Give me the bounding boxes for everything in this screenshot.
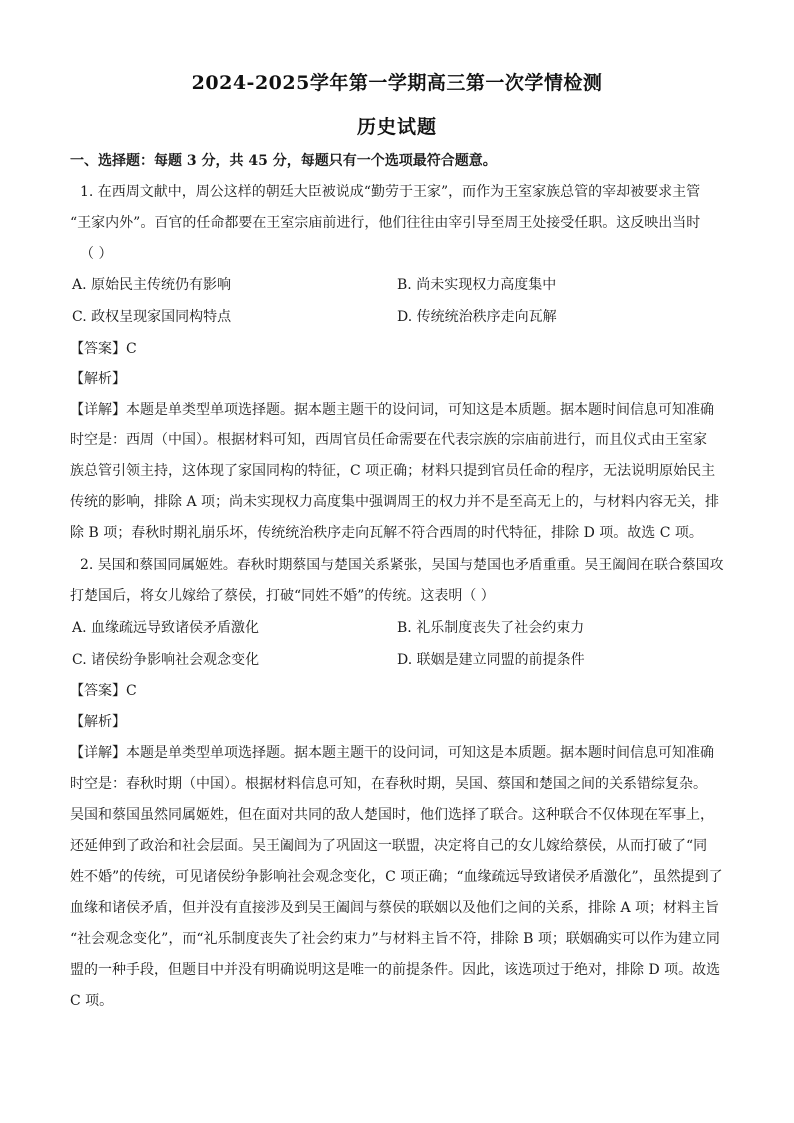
question-1-option-c: C. 政权呈现家国同构特点 (72, 309, 232, 325)
section-heading: 一、选择题：每题 3 分，共 45 分，每题只有一个选项最符合题意。 (70, 153, 497, 169)
question-2-detail-line: 还延伸到了政治和社会层面。吴王阖闾为了巩固这一联盟，决定将自己的女儿嫁给蔡侯，从而打破了“同 (70, 838, 708, 854)
question-2-detail-line: 【详解】本题是单类型单项选择题。据本题主题干的设问词，可知这是本质题。据本题时间信息可知准确 (70, 745, 714, 761)
question-1-detail-line: 【详解】本题是单类型单项选择题。据本题主题干的设问词，可知这是本质题。据本题时间信息可知准确 (70, 402, 714, 418)
question-2-detail-line: 血缘和诸侯矛盾，但并没有直接涉及到吴王阖闾与蔡侯的联姻以及他们之间的关系，排除 A 项；材料主旨 (70, 900, 720, 916)
question-1-analysis-label: 【解析】 (70, 371, 126, 387)
question-1-detail-line: 时空是：西周（中国）。根据材料可知，西周官员任命需要在代表宗族的宗庙前进行，而且仪式由王室家 (70, 432, 707, 448)
question-1-detail-line: 除 B 项；春秋时期礼崩乐坏，传统统治秩序走向瓦解不符合西周的时代特征，排除 D 项。故选 C 项。 (70, 525, 703, 541)
question-2-option-a: A. 血缘疏远导致诸侯矛盾激化 (72, 620, 260, 636)
question-2-detail-line: “社会观念变化”，而“礼乐制度丧失了社会约束力”与材料主旨不符，排除 B 项；联姻确实可以作为建立同 (70, 931, 720, 947)
question-2-option-d: D. 联姻是建立同盟的前提条件 (397, 652, 585, 668)
question-2-answer: 【答案】C (70, 683, 137, 699)
question-2-option-c: C. 诸侯纷争影响社会观念变化 (72, 652, 260, 668)
question-2-detail-line: 盟的一种手段，但题目中并没有明确说明这是唯一的前提条件。因此，该选项过于绝对，排除 D 项。故选 (70, 962, 721, 978)
question-1-detail-line: 传统的影响，排除 A 项；尚未实现权力高度集中强调周王的权力并不是至高无上的，与材料内容无关，排 (70, 494, 720, 510)
question-1-detail-line: 族总管引领主持，这体现了家国同构的特征，C 项正确；材料只提到官员任命的程序，无法说明原始民主 (70, 463, 716, 479)
question-1-stem-line: “王家内外”。百官的任命都要在王室宗庙前进行，他们往往由宰引导至周王处接受任职。这反映出当时 (70, 215, 701, 231)
question-1-option-a: A. 原始民主传统仍有影响 (72, 277, 232, 293)
subject-title: 历史试题 (356, 116, 437, 138)
question-1-answer: 【答案】C (70, 341, 137, 357)
question-2-detail-line: 吴国和蔡国虽然同属姬姓，但在面对共同的敌人楚国时，他们选择了联合。这种联合不仅体现在军事上， (70, 807, 714, 823)
question-1-stem-line: 1. 在西周文献中，周公这样的朝廷大臣被说成“勤劳于王家”，而作为王室家族总管的宰却被要求主管 (80, 184, 701, 200)
question-1-stem-line: （ ） (80, 246, 113, 262)
question-2-stem-line: 2. 吴国和蔡国同属姬姓。春秋时期蔡国与楚国关系紧张，吴国与楚国也矛盾重重。吴王阖闾在联合蔡国攻 (80, 557, 724, 573)
question-1-option-b: B. 尚未实现权力高度集中 (397, 277, 557, 293)
question-2-detail-line: 姓不婚”的传统，可见诸侯纷争影响社会观念变化，C 项正确；“血缘疏远导致诸侯矛盾激化”，虽然提到了 (70, 869, 723, 885)
question-2-detail-line: C 项。 (70, 993, 114, 1009)
question-2-option-b: B. 礼乐制度丧失了社会约束力 (397, 620, 585, 636)
question-1-option-d: D. 传统统治秩序走向瓦解 (397, 309, 557, 325)
exam-title: 2024-2025学年第一学期高三第一次学情检测 (191, 72, 603, 94)
question-2-analysis-label: 【解析】 (70, 714, 126, 730)
question-2-detail-line: 时空是：春秋时期（中国）。根据材料信息可知，在春秋时期，吴国、蔡国和楚国之间的关系错综复杂。 (70, 776, 707, 792)
question-2-stem-line: 打楚国后，将女儿嫁给了蔡侯，打破“同姓不婚”的传统。这表明（ ） (70, 588, 495, 604)
